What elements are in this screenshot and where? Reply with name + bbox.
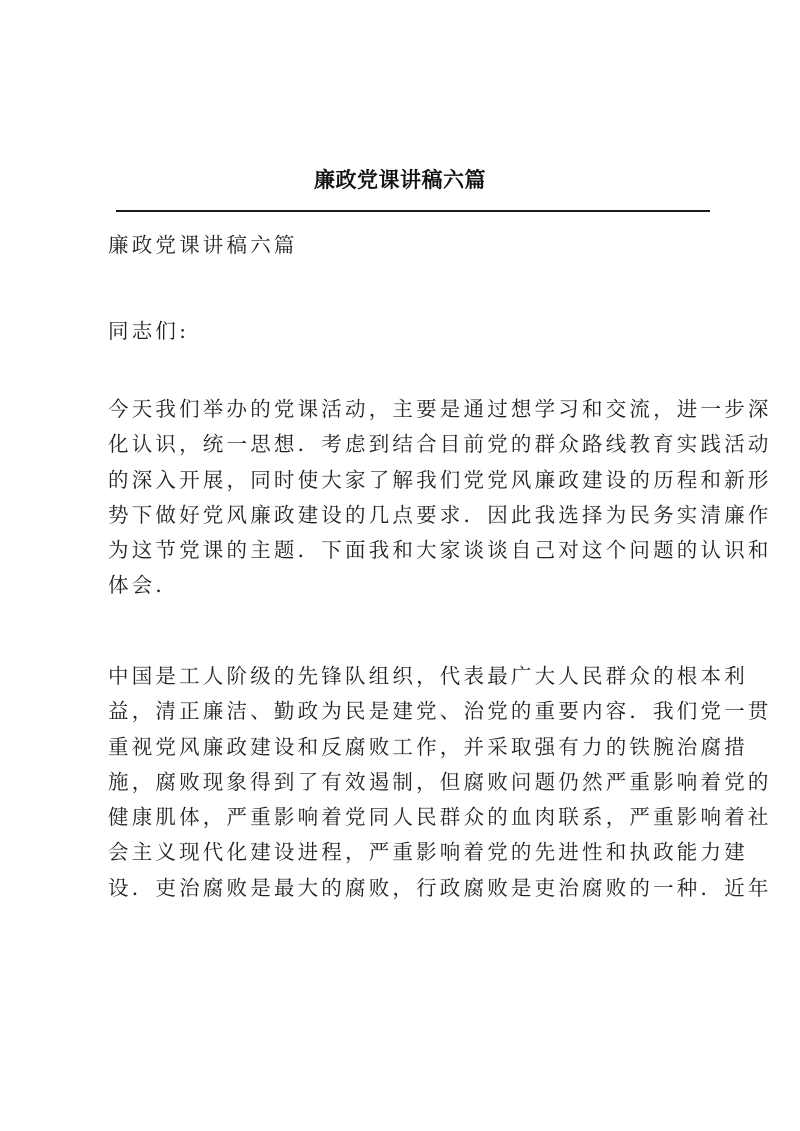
paragraph-1-line: 的深入开展，同时使大家了解我们党党风廉政建设的历程和新形 <box>108 467 772 492</box>
paragraph-2 <box>108 659 772 906</box>
document-title: 廉政党课讲稿六篇 <box>314 167 486 192</box>
paragraph-2-line: 重视党风廉政建设和反腐败工作，并采取强有力的铁腕治腐措 <box>108 734 748 759</box>
paragraph-2-line: 设．吏治腐败是最大的腐败，行政腐败是吏治腐败的一种．近年 <box>108 875 772 900</box>
paragraph-1 <box>108 392 772 604</box>
paragraph-1-line: 为这节党课的主题．下面我和大家谈谈自己对这个问题的认识和 <box>108 538 772 563</box>
paragraph-2-line: 健康肌体，严重影响着党同人民群众的血肉联系，严重影响着社 <box>108 805 772 830</box>
paragraph-2-line: 会主义现代化建设进程，严重影响着党的先进性和执政能力建 <box>108 840 748 865</box>
paragraph-1-line: 今天我们举办的党课活动，主要是通过想学习和交流，进一步深 <box>108 397 772 421</box>
paragraph-1-line: 化认识，统一思想．考虑到结合目前党的群众路线教育实践活动 <box>108 432 772 457</box>
paragraph-1-line: 体会． <box>108 573 180 598</box>
paragraph-1-line: 势下做好党风廉政建设的几点要求．因此我选择为民务实清廉作 <box>108 502 772 527</box>
paragraph-2-line: 中国是工人阶级的先锋队组织，代表最广大人民群众的根本利 <box>108 664 748 688</box>
document-subtitle: 廉政党课讲稿六篇 <box>108 233 298 257</box>
paragraph-2-line: 益，清正廉洁、勤政为民是建党、治党的重要内容．我们党一贯 <box>108 699 772 724</box>
paragraph-2-line: 施，腐败现象得到了有效遏制，但腐败问题仍然严重影响着党的 <box>108 769 772 794</box>
title-divider <box>116 210 710 212</box>
greeting-line: 同志们: <box>108 319 190 343</box>
